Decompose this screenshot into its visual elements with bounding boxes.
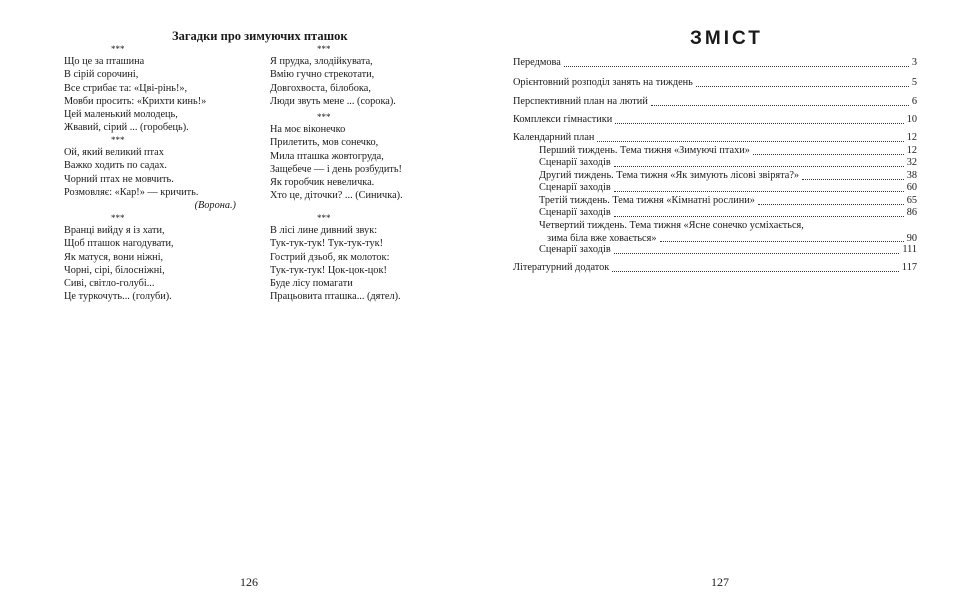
riddle-line: Вмію гучно стрекотати,: [270, 69, 375, 81]
riddle-separator: ***: [111, 44, 125, 54]
riddle-line: Гострий дзьоб, як молоток:: [270, 251, 390, 263]
riddle-line: Я прудка, злодійкувата,: [270, 56, 373, 67]
riddle-line: Що це за пташина: [64, 56, 145, 67]
riddle-1: [64, 43, 244, 135]
right-page: [485, 0, 970, 615]
toc-entry[interactable]: [539, 220, 917, 245]
toc-entry-label: Четвертий тиждень. Тема тижня «Ясне сонечко усміхається,: [539, 220, 804, 231]
riddle-line: Працьовита пташка... (дятел).: [270, 291, 401, 303]
riddle-line: В сірій сорочині,: [64, 69, 139, 81]
toc-entry-page: 86: [906, 207, 917, 218]
toc-leader: [802, 179, 904, 180]
toc-leader: [753, 154, 904, 155]
riddle-3: [64, 212, 244, 304]
riddle-line: В лісі лине дивний звук:: [270, 225, 378, 236]
toc-entry-page: 6: [911, 96, 917, 107]
toc-entry[interactable]: [539, 207, 917, 220]
toc-entry-page: 3: [911, 57, 917, 68]
toc-entry-page: 65: [906, 195, 917, 206]
toc-entry-label: Сценарії заходів: [539, 244, 611, 255]
toc-leader: [615, 123, 903, 124]
riddle-line: Як матуся, вони ніжні,: [64, 251, 164, 263]
riddle-6: [270, 212, 450, 304]
riddle-line: Цей маленький молодець,: [64, 109, 178, 121]
riddle-line: На моє віконечко: [270, 124, 346, 135]
riddle-separator: ***: [111, 135, 125, 145]
toc-leader: [614, 166, 904, 167]
toc-entry[interactable]: [539, 244, 917, 257]
toc-leader: [614, 216, 904, 217]
riddle-line: Люди звуть мене ... (сорока).: [270, 95, 396, 107]
riddle-line: Тук-тук-тук! Цок-цок-цок!: [270, 264, 387, 276]
toc-entry[interactable]: [513, 114, 917, 127]
toc-entry[interactable]: [513, 77, 917, 90]
riddle-line: Вранці вийду я із хати,: [64, 225, 165, 236]
toc-entry-page: 60: [906, 182, 917, 193]
toc-entry-page: 5: [911, 77, 917, 88]
riddle-line: Прилетить, мов сонечко,: [270, 137, 379, 149]
riddle-line: Жвавий, сірий ... (горобець).: [64, 122, 189, 134]
riddle-line: Чорні, сірі, білосніжні,: [64, 264, 165, 276]
toc-leader: [614, 253, 900, 254]
toc-leader: [597, 141, 903, 142]
toc-entry-label: Сценарії заходів: [539, 157, 611, 168]
toc-entry[interactable]: [513, 262, 917, 275]
riddles-title: Загадки про зимуючих пташок: [172, 29, 348, 43]
toc-title: ЗМІСТ: [690, 28, 763, 49]
toc-entry-page: 32: [906, 157, 917, 168]
toc-entry[interactable]: [513, 96, 917, 109]
riddle-line: Важко ходить по садах.: [64, 160, 167, 172]
riddle-separator: ***: [111, 213, 125, 223]
toc-entry-label: Перший тиждень. Тема тижня «Зимуючі птахи»: [539, 145, 750, 156]
toc-leader: [696, 86, 909, 87]
riddle-line: Щоб пташок нагодувати,: [64, 238, 174, 250]
toc-entry[interactable]: [539, 157, 917, 170]
toc-leader: [614, 191, 904, 192]
toc-entry[interactable]: [513, 57, 917, 70]
riddle-separator: ***: [317, 213, 331, 223]
page-number-right: 127: [711, 575, 729, 589]
toc-entry[interactable]: [539, 195, 917, 208]
toc-entry-label: Орієнтовний розподіл занять на тиждень: [513, 77, 693, 88]
riddle-5: [270, 111, 450, 203]
toc-entry-label-continued: зима біла вже ховається»: [547, 232, 657, 244]
toc-entry-label: Другий тиждень. Тема тижня «Як зимують лісові звірята?»: [539, 170, 800, 181]
toc-leader: [660, 241, 904, 242]
toc-entry[interactable]: [539, 170, 917, 183]
riddle-line: Буде лісу помагати: [270, 278, 353, 290]
riddle-separator: ***: [317, 112, 331, 122]
riddle-line: Як горобчик невеличка.: [270, 177, 375, 189]
toc-entry-page: 12: [906, 145, 917, 156]
riddle-line: Чорний птах не мовчить.: [64, 173, 174, 185]
toc-entry-page: 90: [906, 232, 917, 244]
riddle-line: Ой, який великий птах: [64, 147, 164, 158]
toc-entry-label: Сценарії заходів: [539, 207, 611, 218]
riddle-line: Защебече — і день розбудить!: [270, 163, 402, 175]
toc-entry-label: Сценарії заходів: [539, 182, 611, 193]
toc-entry-label: Перспективний план на лютий: [513, 96, 648, 107]
toc-entry-label: Комплекси гімнастики: [513, 114, 613, 125]
riddle-line: Довгохвоста, білобока,: [270, 82, 371, 94]
riddle-line: Розмовляє: «Кар!» — кричить.: [64, 186, 199, 198]
toc-entry-label: Літературний додаток: [513, 262, 610, 273]
riddle-line: Сиві, світло-голубі...: [64, 278, 155, 290]
riddle-line: Мовби просить: «Крихти кинь!»: [64, 95, 207, 107]
riddle-answer: (Ворона.): [194, 200, 236, 212]
toc-leader: [564, 66, 909, 67]
toc-entry-label: Третій тиждень. Тема тижня «Кімнатні рослини»: [539, 195, 755, 206]
riddle-separator: ***: [317, 44, 331, 54]
riddle-line: Хто це, діточки? ... (Синичка).: [270, 190, 403, 202]
riddle-line: Тук-тук-тук! Тук-тук-тук!: [270, 238, 384, 250]
toc-entry[interactable]: [539, 182, 917, 195]
toc-entry-page: 38: [906, 170, 917, 181]
toc-entry-page: 10: [906, 114, 917, 125]
riddle-line: Все стрибає та: «Цві-рінь!»,: [64, 82, 188, 94]
toc-leader: [612, 271, 899, 272]
toc-entry-page: 12: [906, 132, 917, 143]
riddle-4: [270, 43, 450, 108]
toc-entry[interactable]: [513, 132, 917, 145]
toc-entry-page: 117: [901, 262, 917, 273]
toc-entry[interactable]: [539, 145, 917, 158]
riddle-line: Мила пташка жовтогруда,: [270, 150, 384, 162]
toc-entry-label: Передмова: [513, 57, 561, 68]
riddle-line: Це туркочуть... (голуби).: [64, 291, 172, 303]
page-number-left: 126: [240, 575, 258, 589]
toc-entry-label: Календарний план: [513, 132, 595, 143]
toc-entry-page: 111: [902, 244, 917, 255]
toc-leader: [651, 105, 909, 106]
riddle-2: [64, 134, 244, 212]
toc-leader: [758, 204, 904, 205]
